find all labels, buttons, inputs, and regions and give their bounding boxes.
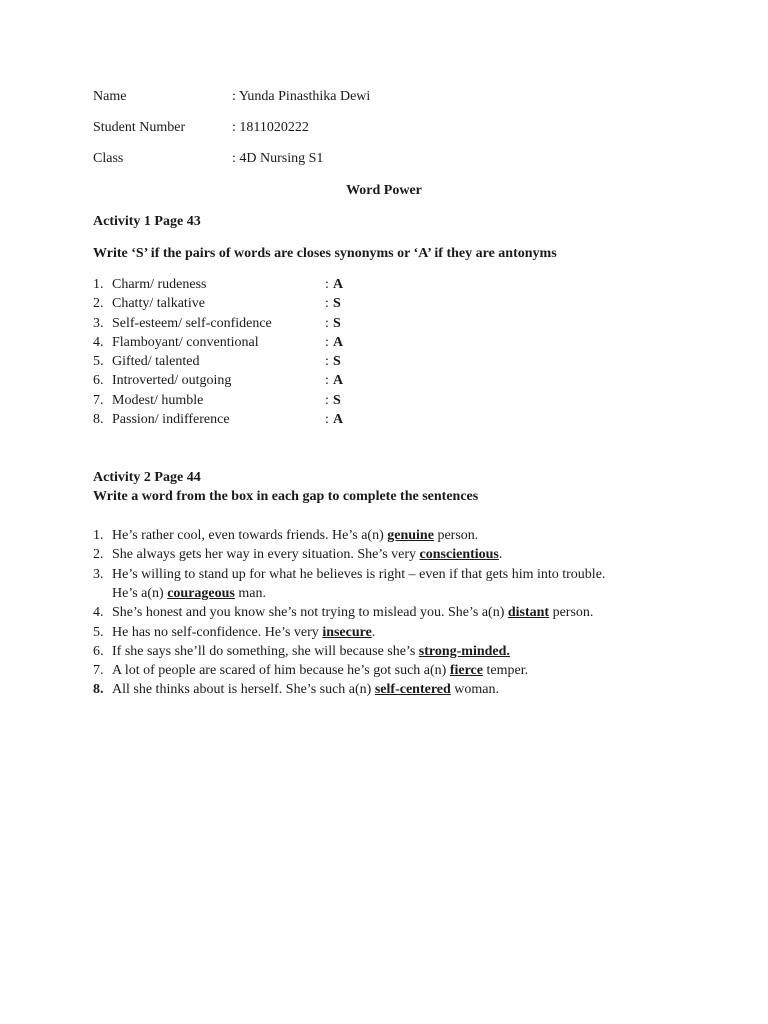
sentence-text: She’s honest and you know she’s not trying to mislead you. She’s a(n) bbox=[112, 605, 508, 620]
answer-letter: A bbox=[333, 335, 344, 350]
list-item-number: 5. bbox=[93, 625, 104, 640]
colon: : bbox=[325, 296, 329, 311]
list-item-number: 6. bbox=[93, 644, 104, 659]
colon: : bbox=[325, 412, 329, 427]
list-item-number: 6. bbox=[93, 373, 104, 388]
list-item-number: 2. bbox=[93, 296, 104, 311]
sentence-text: All she thinks about is herself. She’s such a(n) bbox=[112, 682, 375, 697]
activity2-heading: Activity 2 Page 44 bbox=[93, 470, 201, 485]
name-label: Name bbox=[93, 89, 127, 104]
sentence bbox=[112, 604, 593, 622]
list-item-number: 1. bbox=[93, 528, 104, 543]
activity1-instruction: Write ‘S’ if the pairs of words are closes synonyms or ‘A’ if they are antonyms bbox=[93, 246, 557, 261]
list-item-number: 1. bbox=[93, 277, 104, 292]
word-pair: Modest/ humble bbox=[112, 393, 204, 408]
list-item-number: 4. bbox=[93, 335, 104, 350]
sentence bbox=[112, 546, 502, 564]
sentence bbox=[112, 681, 499, 699]
colon: : bbox=[325, 335, 329, 350]
word-pair: Gifted/ talented bbox=[112, 354, 200, 369]
word-pair: Introverted/ outgoing bbox=[112, 373, 232, 388]
colon: : bbox=[325, 354, 329, 369]
sentence-text: man. bbox=[234, 586, 266, 601]
list-item-number: 5. bbox=[93, 354, 104, 369]
sentence bbox=[112, 643, 510, 661]
sentence bbox=[112, 662, 528, 680]
sentence-text: . bbox=[371, 625, 376, 640]
colon: : bbox=[325, 316, 329, 331]
answer-word: insecure bbox=[322, 625, 372, 640]
list-item-number: 3. bbox=[93, 316, 104, 331]
answer-word: fierce bbox=[449, 663, 483, 678]
colon: : bbox=[325, 393, 329, 408]
answer-letter: S bbox=[333, 316, 341, 331]
sentence bbox=[112, 624, 375, 642]
answer-letter: S bbox=[333, 393, 341, 408]
answer-letter: A bbox=[333, 277, 344, 292]
list-item-number: 3. bbox=[93, 567, 104, 582]
sentence-continued bbox=[112, 585, 266, 603]
sentence bbox=[112, 527, 478, 545]
student-number-value: : 1811020222 bbox=[232, 120, 309, 135]
sentence-text: He’s a(n) bbox=[112, 586, 168, 601]
colon: : bbox=[325, 373, 329, 388]
sentence-text: person. bbox=[433, 528, 479, 543]
word-pair: Flamboyant/ conventional bbox=[112, 335, 259, 350]
list-item-number: 8. bbox=[93, 682, 104, 697]
answer-word: strong-minded. bbox=[418, 644, 510, 659]
answer-letter: A bbox=[333, 412, 344, 427]
class-value: : 4D Nursing S1 bbox=[232, 151, 324, 166]
sentence-text: If she says she’ll do something, she will because she’s bbox=[112, 644, 419, 659]
list-item-number: 7. bbox=[93, 663, 104, 678]
answer-letter: S bbox=[333, 296, 341, 311]
list-item-number: 2. bbox=[93, 547, 104, 562]
word-pair: Self-esteem/ self-confidence bbox=[112, 316, 272, 331]
word-pair: Chatty/ talkative bbox=[112, 296, 205, 311]
sentence: He’s willing to stand up for what he believes is right – even if that gets him into trouble. bbox=[112, 567, 606, 582]
sentence-text: He’s rather cool, even towards friends. He’s a(n) bbox=[112, 528, 388, 543]
student-number-label: Student Number bbox=[93, 120, 186, 135]
class-label: Class bbox=[93, 151, 124, 166]
answer-word: courageous bbox=[167, 586, 235, 601]
answer-letter: A bbox=[333, 373, 344, 388]
answer-word: conscientious bbox=[419, 547, 499, 562]
answer-letter: S bbox=[333, 354, 341, 369]
list-item-number: 7. bbox=[93, 393, 104, 408]
sentence-text: A lot of people are scared of him because he’s got such a(n) bbox=[112, 663, 450, 678]
answer-word: genuine bbox=[387, 528, 434, 543]
colon: : bbox=[325, 277, 329, 292]
answer-word: distant bbox=[507, 605, 550, 620]
answer-word: self-centered bbox=[374, 682, 451, 697]
sentence-text: person. bbox=[549, 605, 594, 620]
list-item-number: 8. bbox=[93, 412, 104, 427]
word-pair: Passion/ indifference bbox=[112, 412, 230, 427]
list-item-number: 4. bbox=[93, 605, 104, 620]
page-title: Word Power bbox=[346, 183, 422, 198]
activity2-instruction: Write a word from the box in each gap to complete the sentences bbox=[93, 489, 479, 504]
sentence-text: . bbox=[498, 547, 503, 562]
sentence-text: temper. bbox=[482, 663, 529, 678]
sentence-text: He has no self-confidence. He’s very bbox=[112, 625, 323, 640]
sentence-text: woman. bbox=[450, 682, 500, 697]
name-value: : Yunda Pinasthika Dewi bbox=[232, 89, 371, 104]
word-pair: Charm/ rudeness bbox=[112, 277, 207, 292]
activity1-heading: Activity 1 Page 43 bbox=[93, 214, 201, 229]
sentence-text: She always gets her way in every situation. She’s very bbox=[112, 547, 420, 562]
